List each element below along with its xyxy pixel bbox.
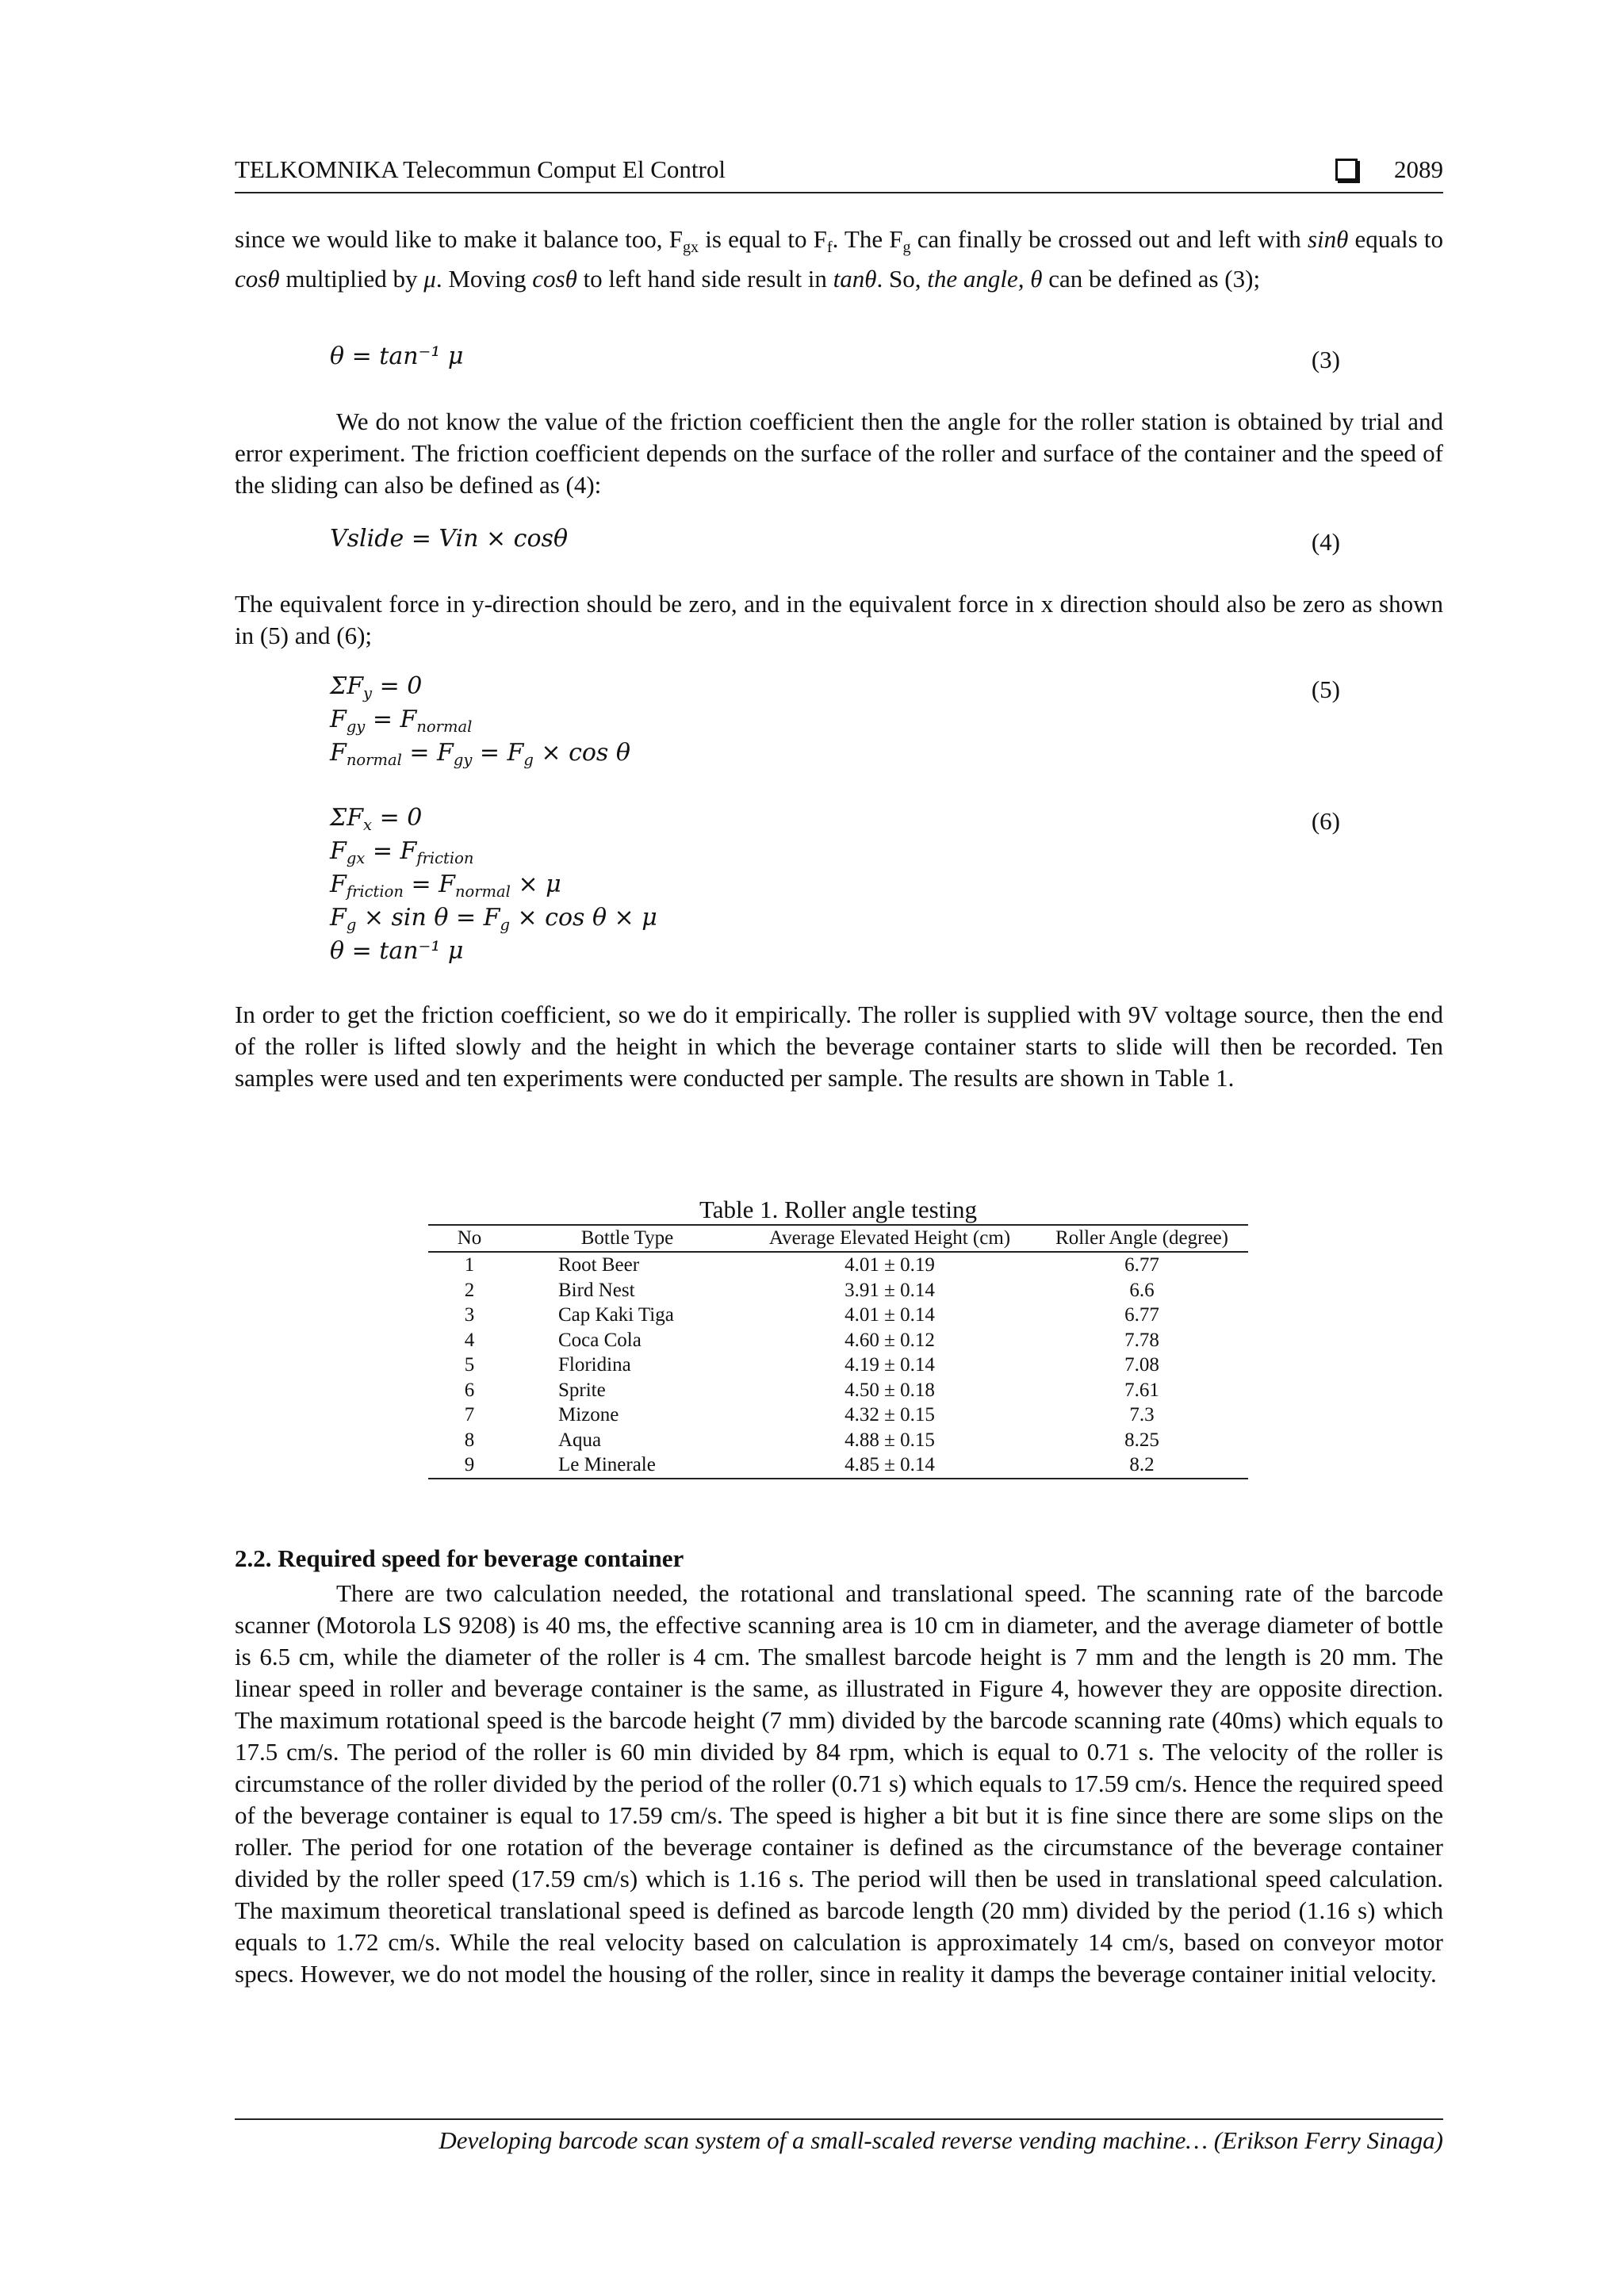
equation-6-line-5: θ = tan⁻¹ μ (330, 937, 464, 965)
column-header-angle: Roller Angle (degree) (1036, 1225, 1248, 1252)
cell-angle: 8.2 (1036, 1452, 1248, 1479)
cell-height: 4.85 ± 0.14 (744, 1452, 1036, 1479)
cell-angle: 8.25 (1124, 1429, 1159, 1451)
cell-no: 4 (464, 1329, 475, 1351)
cell-no: 8 (464, 1429, 475, 1451)
table-row (428, 1402, 1248, 1428)
cell-bottle-type: Bird Nest (558, 1279, 635, 1301)
cell-no: 9 (428, 1452, 511, 1479)
table-row (428, 1252, 1248, 1278)
table-row (428, 1303, 1248, 1328)
running-footer: Developing barcode scan system of a small-scaled reverse vending machine… (Erikson Ferry Sinaga) (235, 2118, 1443, 2155)
page-number: 2089 (1394, 155, 1443, 183)
equation-5-number: (5) (1311, 675, 1340, 703)
table-row (428, 1278, 1248, 1303)
cell-angle: 7.3 (1129, 1404, 1155, 1426)
equation-6-number: (6) (1311, 807, 1340, 835)
cell-height: 3.91 ± 0.14 (845, 1279, 935, 1301)
cell-no: 3 (464, 1304, 475, 1326)
cell-angle: 7.78 (1124, 1329, 1159, 1351)
table-row (428, 1353, 1248, 1378)
paragraph-friction: We do not know the value of the friction coefficient then the angle for the roller station is obtained by trial and error experiment. The friction coefficient depends on the surface of the roller and surface of the container and the speed of the sliding can also be defined as (4): (235, 408, 1443, 499)
roller-angle-table (428, 1224, 1248, 1479)
table-1 (428, 1196, 1248, 1479)
equation-4: Vslide = Vin × cosθ (330, 525, 568, 553)
cell-height: 4.01 ± 0.14 (845, 1304, 935, 1326)
paragraph-equivalent-force: The equivalent force in y-direction should be zero, and in the equivalent force in x direction should also be zero as shown in (5) and (6); (235, 590, 1443, 649)
cell-bottle-type: Le Minerale (511, 1452, 744, 1479)
column-header-no: No (428, 1225, 511, 1252)
equation-5-line-3: $F_{normal} = F_{gy} = F_g \times \cos \theta$ (330, 739, 630, 769)
journal-title: TELKOMNIKA Telecommun Comput El Control (235, 155, 726, 183)
table-row (428, 1328, 1248, 1353)
section-heading: 2.2. Required speed for beverage container (235, 1544, 684, 1572)
paragraph-required-speed: There are two calculation needed, the rotational and translational speed. The scanning rate of the barcode scanner (Motorola LS 9208) is 40 ms, the effective scanning area is 10 cm in diameter, and the average diameter of bottle is 6.5 cm, while the diameter of the roller is 4 cm. The smallest barcode height is 7 mm and the length is 20 mm. The linear speed in roller and beverage container is the same, as illustrated in Figure 4, however they are opposite direction. The maximum rotational speed is the barcode height (7 mm) divided by the barcode scanning rate (40ms) which equals to 17.5 cm/s. The period of the roller is 60 min divided by 84 rpm, which is equal to 0.71 s. The velocity of the roller is circumstance of the roller divided by the period of the roller (0.71 s) which equals to 17.59 cm/s. Hence the required speed of the beverage container is equal to 17.59 cm/s. The speed is higher a bit but it is fine since there are some slips on the roller. The period for one rotation of the beverage container is defined as the circumstance of the beverage container divided by the roller speed (17.59 cm/s) which is 1.16 s. The period will then be used in translational speed calculation. The maximum theoretical translational speed is defined as barcode length (20 mm) divided by the period (1.16 s) which equals to 1.72 cm/s. While the real velocity based on calculation is approximately 14 cm/s, based on conveyor motor specs. However, we do not model the housing of the roller, since in reality it damps the beverage container initial velocity. (235, 1579, 1443, 1988)
cell-no: 7 (464, 1404, 475, 1426)
equation-4-number: (4) (1311, 528, 1340, 556)
cell-height: 4.01 ± 0.19 (845, 1254, 935, 1276)
cell-angle: 6.77 (1124, 1254, 1159, 1276)
equation-6-line-4: $F_g \times \sin \theta = F_g \times \cos \theta \times \mu$ (330, 904, 657, 934)
equation-5-line-2: $F_{gy} = F_{normal}$ (330, 706, 473, 736)
table-header-row (428, 1225, 1248, 1252)
column-header-bottle-type: Bottle Type (511, 1225, 744, 1252)
cell-angle: 6.77 (1124, 1304, 1159, 1326)
equation-5-line-1: $\Sigma F_y = 0$ (330, 672, 423, 702)
table-row (428, 1452, 1248, 1479)
checkbox-square-icon (1335, 159, 1358, 181)
running-header (235, 155, 1443, 193)
cell-bottle-type: Root Beer (558, 1254, 640, 1276)
equation-6-line-3: $F_{friction} = F_{normal} \times \mu$ (330, 871, 561, 901)
cell-angle: 7.61 (1124, 1379, 1159, 1401)
table-row (428, 1378, 1248, 1403)
cell-no: 1 (464, 1254, 475, 1276)
cell-height: 4.32 ± 0.15 (845, 1404, 935, 1426)
cell-angle: 6.6 (1129, 1279, 1155, 1301)
cell-bottle-type: Coca Cola (558, 1329, 642, 1351)
column-header-height: Average Elevated Height (cm) (744, 1225, 1036, 1252)
cell-height: 4.88 ± 0.15 (845, 1429, 935, 1451)
equation-6-line-2: $F_{gx} = F_{friction}$ (330, 837, 474, 867)
paragraph-balance: since we would like to make it balance too, $F_{gx}$ is equal to $F_f$. The $F_g$ can finally be crossed out and left with sinθ equals to cosθ multiplied by μ. Moving cosθ to left hand side result in tanθ. So, the angle, θ can be defined as (3); (235, 225, 1443, 293)
equation-6-line-1: $\Sigma F_x = 0$ (330, 804, 423, 834)
equation-3-number: (3) (1311, 346, 1340, 373)
cell-height: 4.19 ± 0.14 (845, 1354, 935, 1376)
cell-bottle-type: Cap Kaki Tiga (558, 1304, 674, 1326)
cell-no: 2 (464, 1279, 475, 1301)
cell-bottle-type: Aqua (558, 1429, 602, 1451)
table-row (428, 1428, 1248, 1453)
cell-bottle-type: Sprite (558, 1379, 606, 1401)
table-caption: Table 1. Roller angle testing (699, 1196, 977, 1223)
cell-no: 6 (464, 1379, 475, 1401)
cell-height: 4.60 ± 0.12 (845, 1329, 935, 1351)
cell-bottle-type: Floridina (558, 1354, 631, 1376)
cell-bottle-type: Mizone (558, 1404, 619, 1426)
paragraph-empirical: In order to get the friction coefficient, so we do it empirically. The roller is supplied with 9V voltage source, then the end of the roller is lifted slowly and the height in which the beverage container starts to slide will then be recorded. Ten samples were used and ten experiments were conducted per sample. The results are shown in Table 1. (235, 1001, 1443, 1092)
cell-height: 4.50 ± 0.18 (845, 1379, 935, 1401)
cell-no: 5 (464, 1354, 475, 1376)
equation-3: θ = tan⁻¹ μ (330, 342, 464, 370)
cell-angle: 7.08 (1124, 1354, 1159, 1376)
